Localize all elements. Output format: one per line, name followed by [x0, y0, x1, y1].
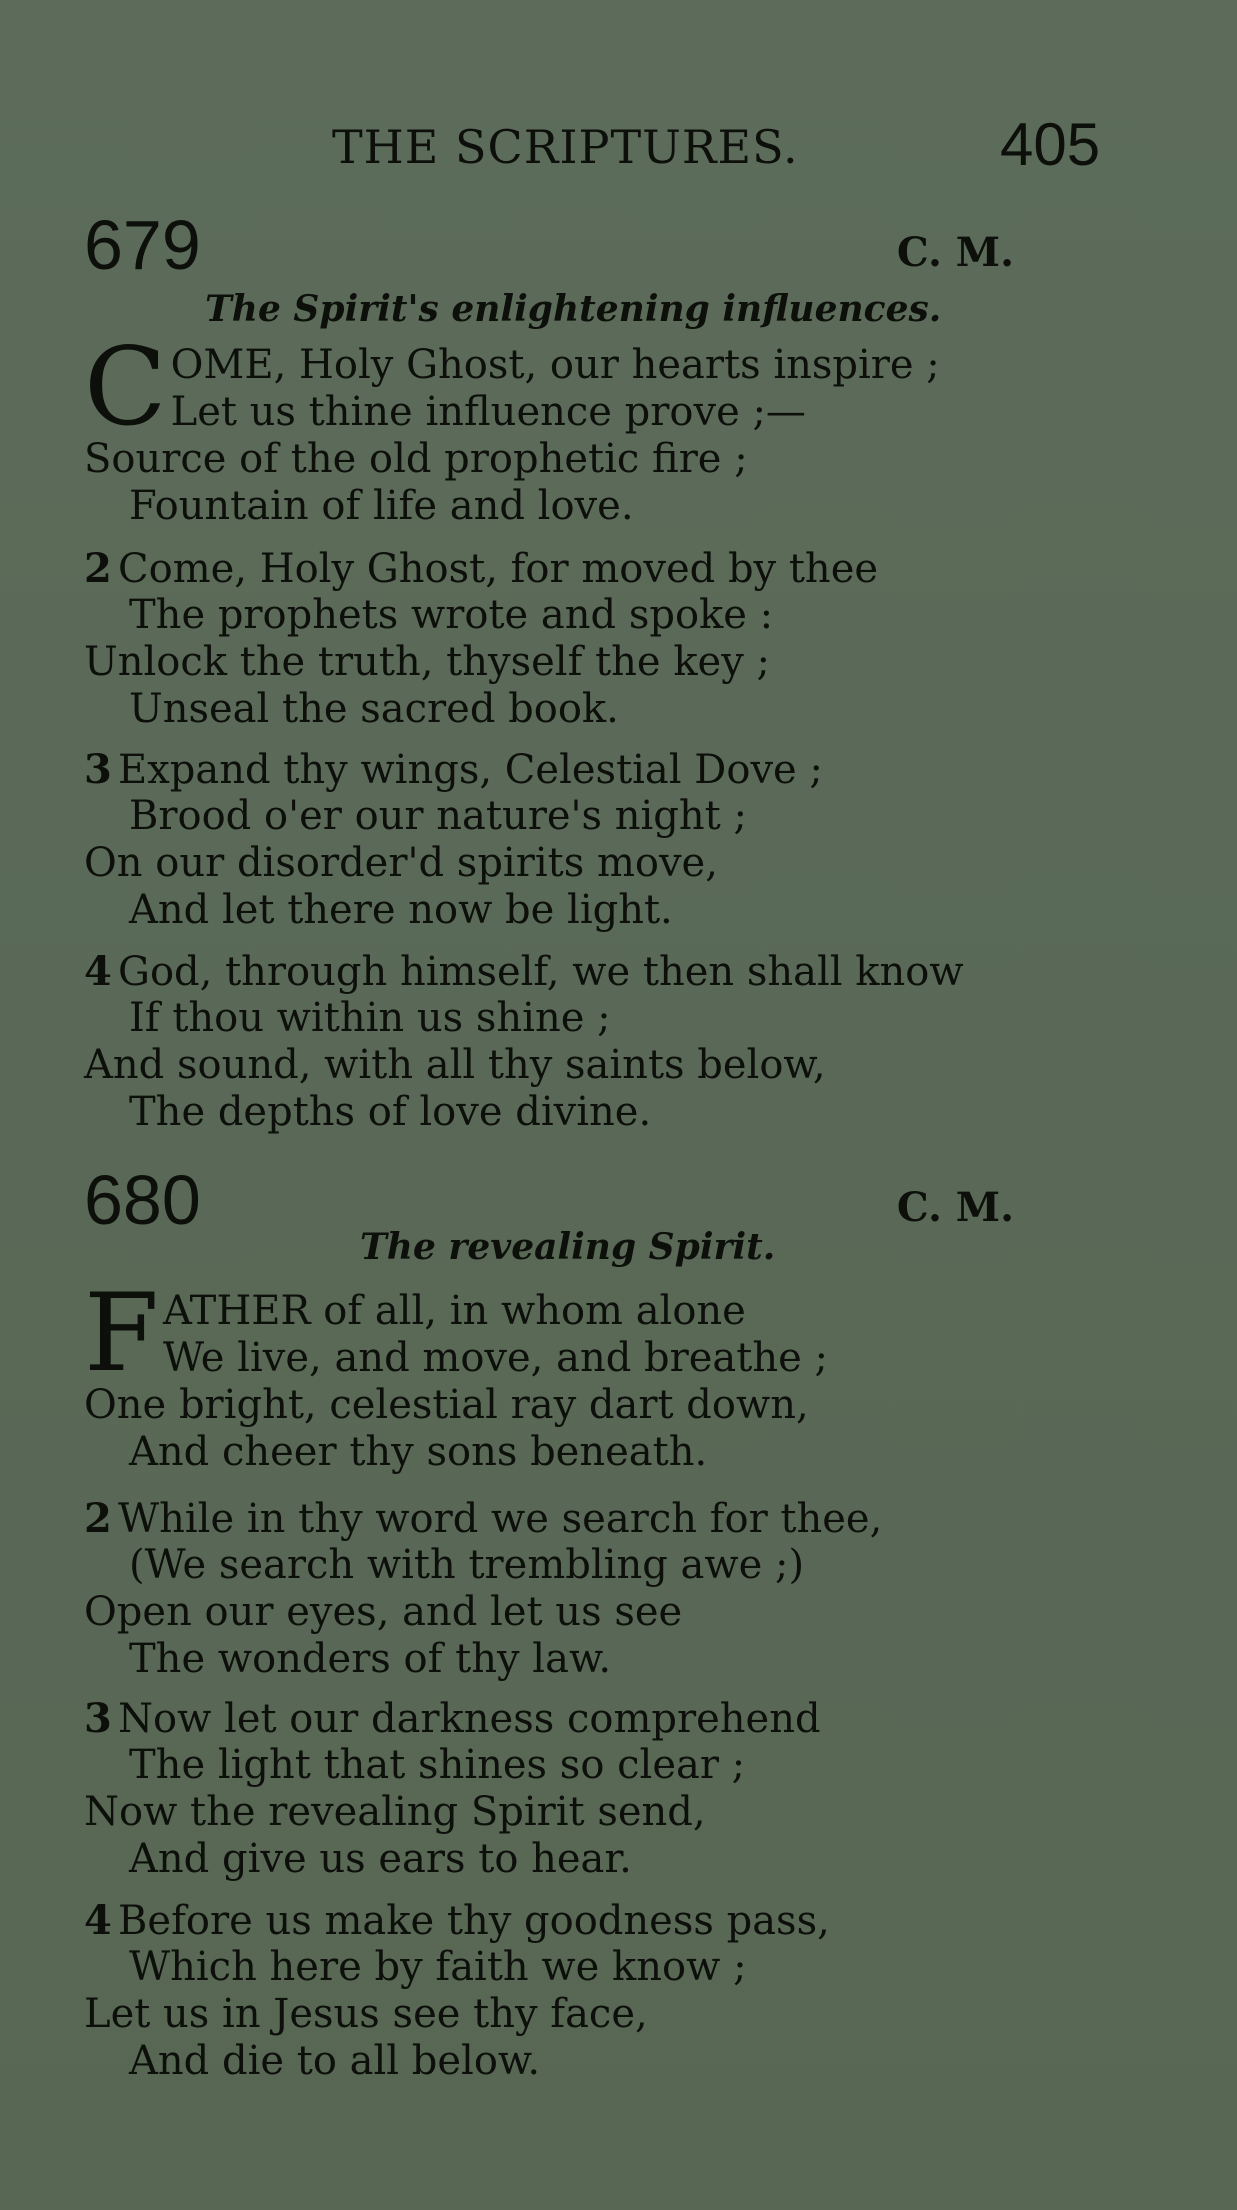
hymn-680-stanza-1 — [84, 1271, 1144, 1476]
verse-line: The light that shines so clear ; — [129, 1742, 746, 1788]
verse-line: Now the revealing Spirit send, — [84, 1789, 706, 1835]
hymn-679-stanza-2 — [84, 545, 1144, 733]
stanza-number: 4 — [84, 1897, 112, 1944]
stanza-number: 4 — [84, 948, 112, 995]
page-number: 405 — [1000, 111, 1101, 178]
hymn-679-stanza-3 — [84, 746, 1144, 934]
hymn-number: 680 — [84, 1161, 201, 1239]
verse-line: If thou within us shine ; — [129, 995, 611, 1041]
page-header — [0, 110, 1237, 180]
stanza-number: 2 — [84, 1495, 112, 1542]
drop-cap: C — [84, 325, 167, 450]
verse-line: The prophets wrote and spoke : — [129, 592, 774, 638]
verse-line: On our disorder'd spirits move, — [84, 840, 718, 886]
hymn-subtitle: The revealing Spirit. — [360, 1226, 776, 1268]
verse-line: Unlock the truth, thyself the key ; — [84, 639, 771, 685]
verse-line: 2 Come, Holy Ghost, for moved by thee — [84, 545, 879, 592]
verse-line: Unseal the sacred book. — [129, 686, 619, 732]
hymn-meter: C. M. — [896, 1184, 1014, 1231]
stanza-number: 3 — [84, 1695, 112, 1742]
hymn-679-heading — [84, 205, 1014, 285]
hymn-number: 679 — [84, 206, 201, 284]
verse-line: The depths of love divine. — [129, 1089, 652, 1135]
verse-line: ATHER of all, in whom alone — [162, 1288, 746, 1334]
verse-line: 2 While in thy word we search for thee, — [84, 1495, 883, 1542]
hymn-680-stanza-2 — [84, 1495, 1144, 1683]
verse-line: The wonders of thy law. — [129, 1636, 612, 1682]
verse-line: (We search with trembling awe ;) — [129, 1542, 805, 1588]
verse-line: 3 Expand thy wings, Celestial Dove ; — [84, 746, 823, 793]
drop-cap: F — [84, 1271, 159, 1396]
verse-line: And let there now be light. — [129, 887, 673, 933]
stanza-number: 2 — [84, 545, 112, 592]
hymn-679-stanza-1 — [84, 325, 1144, 530]
verse-line: And cheer thy sons beneath. — [129, 1429, 708, 1475]
stanza-number: 3 — [84, 746, 112, 793]
verse-line: Let us thine influence prove ;— — [170, 389, 806, 435]
verse-line: Which here by faith we know ; — [129, 1944, 747, 1990]
verse-line: And give us ears to hear. — [129, 1836, 632, 1882]
hymn-680-stanza-3 — [84, 1695, 1144, 1883]
verse-line: And die to all below. — [129, 2038, 541, 2084]
running-title: THE SCRIPTURES. — [332, 120, 799, 174]
verse-line: Let us in Jesus see thy face, — [84, 1991, 648, 2037]
verse-line: Open our eyes, and let us see — [84, 1589, 683, 1635]
verse-line: And sound, with all thy saints below, — [84, 1042, 826, 1088]
verse-line: Brood o'er our nature's night ; — [129, 793, 747, 839]
verse-line: 4 Before us make thy goodness pass, — [84, 1897, 830, 1944]
verse-line: Source of the old prophetic fire ; — [84, 436, 748, 482]
hymn-subtitle: The Spirit's enlightening influences. — [205, 288, 942, 330]
verse-line: OME, Holy Ghost, our hearts inspire ; — [170, 342, 940, 388]
verse-line: One bright, celestial ray dart down, — [84, 1382, 809, 1428]
verse-line: We live, and move, and breathe ; — [162, 1335, 828, 1381]
verse-line: 3 Now let our darkness comprehend — [84, 1695, 821, 1742]
verse-line: Fountain of life and love. — [129, 483, 634, 529]
hymn-680-stanza-4 — [84, 1897, 1144, 2085]
hymn-679-stanza-4 — [84, 948, 1144, 1136]
hymn-meter: C. M. — [896, 229, 1014, 276]
verse-line: 4 God, through himself, we then shall know — [84, 948, 964, 995]
